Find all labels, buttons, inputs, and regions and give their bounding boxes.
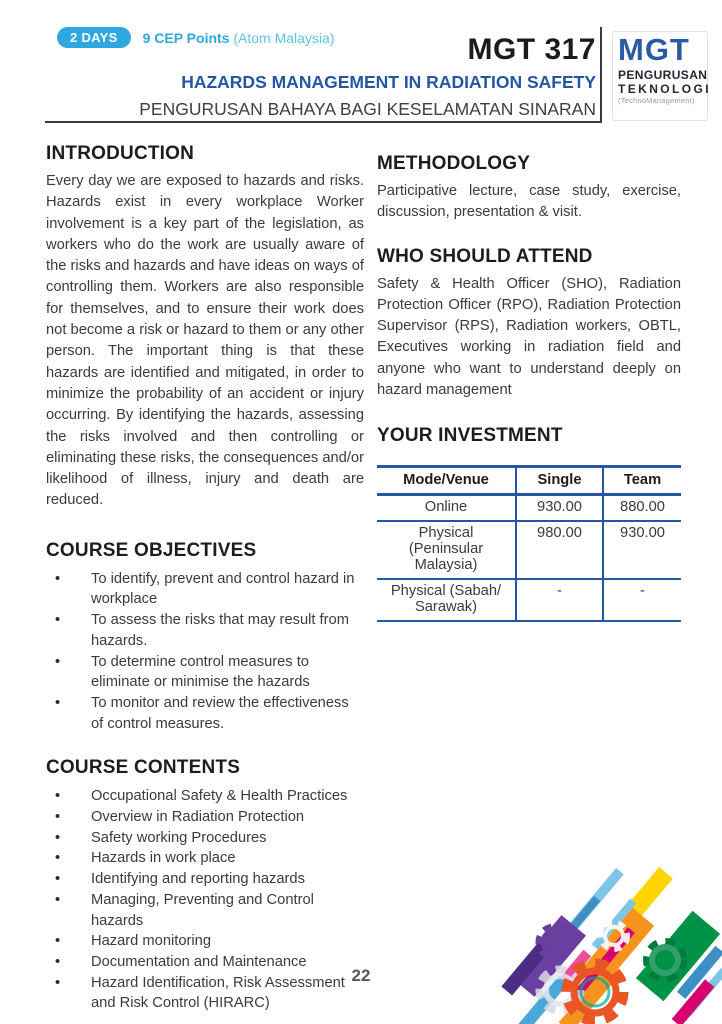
list-item — [46, 828, 364, 849]
methodology-heading: METHODOLOGY — [377, 153, 531, 174]
course-title-english: HAZARDS MANAGEMENT IN RADIATION SAFETY — [181, 72, 596, 92]
table-cell: 880.00 — [603, 495, 681, 522]
list-item-text: To identify, prevent and control hazard in workplace — [91, 570, 355, 608]
course-objectives-heading: COURSE OBJECTIVES — [46, 539, 257, 561]
course-objectives-list — [46, 569, 364, 735]
logo-acronym: MGT — [618, 32, 690, 67]
your-investment-heading: YOUR INVESTMENT — [377, 425, 563, 447]
list-item-text: To monitor and review the effectiveness of control measures. — [91, 694, 349, 732]
table-cell: 930.00 — [516, 495, 603, 522]
cep-points-org: (Atom Malaysia) — [233, 29, 335, 46]
bullet-icon: • — [55, 829, 61, 846]
bullet-icon: • — [55, 871, 61, 888]
list-item-text: Documentation and Maintenance — [91, 954, 307, 970]
who-should-attend-heading: WHO SHOULD ATTEND — [377, 245, 593, 267]
course-code: MGT 317 — [467, 33, 596, 66]
bullet-icon: • — [55, 954, 61, 970]
list-item-text: To assess the risks that may result from hazards. — [91, 612, 349, 649]
bullet-icon: • — [55, 850, 61, 867]
logo-word-teknologi: TEKNOLOGI — [618, 82, 711, 96]
list-item-text: Safety working Procedures — [91, 829, 267, 846]
table-row — [377, 495, 681, 522]
column-header-mode-venue: Mode/Venue — [403, 472, 489, 489]
header-vertical-divider — [600, 27, 602, 123]
table-cell: Physical (Peninsular Malaysia) — [408, 525, 484, 574]
bullet-icon: • — [55, 694, 61, 711]
methodology-body: Participative lecture, case study, exercise, discussion, presentation & visit. — [377, 183, 681, 221]
company-logo — [612, 31, 711, 121]
list-item-text: Overview in Radiation Protection — [91, 809, 305, 826]
list-item-text: To determine control measures to eliminate or minimise the hazards — [91, 653, 310, 691]
column-header-team: Team — [603, 467, 681, 495]
list-item — [46, 693, 364, 734]
introduction-heading: INTRODUCTION — [46, 143, 195, 164]
list-item — [46, 610, 364, 651]
header-titles — [45, 33, 596, 123]
column-header-single: Single — [516, 467, 603, 495]
table-cell: 930.00 — [603, 521, 681, 579]
table-cell: 980.00 — [516, 521, 603, 579]
bullet-icon: • — [55, 809, 61, 826]
duration-badge: 2 DAYS — [57, 27, 131, 48]
list-item — [46, 890, 364, 931]
list-item-text: Managing, Preventing and Control hazards — [91, 891, 314, 929]
right-column — [377, 152, 681, 622]
bullet-icon: • — [55, 891, 61, 908]
introduction-body: Every day we are exposed to hazards and risks. Hazards exist in every workplace Worker involvement is a key part of the legislation, as workers who do the work are usually aware of the risks and hazards and have ideas on ways of controlling them. Workers are also responsible for themselves, and to ensure their work does not become a risk or hazard to them or any other person. The important thing is that these hazards are identified and mitigated, in order to minimize the probability of an accident or injury occurring. By identifying the hazards, assessing the risks involved and then controlling or eliminating these risks, the consequences and/or likelihood of illness, injury and death are reduced. — [46, 173, 364, 509]
table-header-row — [377, 467, 681, 495]
logo-tagline: (TechnoManagement) — [618, 96, 695, 105]
bullet-icon: • — [55, 933, 61, 950]
bullet-icon: • — [55, 612, 61, 629]
table-row — [377, 579, 681, 621]
list-item — [46, 807, 364, 828]
list-item-text: Hazard Identification, Risk Assessment and Risk Control (HIRARC) — [91, 974, 345, 1012]
decorative-gears-graphic — [492, 850, 722, 1024]
bullet-icon: • — [55, 653, 61, 670]
table-cell: - — [603, 579, 681, 621]
bullet-icon: • — [55, 974, 61, 991]
list-item — [46, 848, 364, 869]
course-contents-heading: COURSE CONTENTS — [46, 757, 241, 779]
list-item-text: Hazard monitoring — [91, 933, 212, 950]
left-column — [46, 142, 364, 1014]
who-should-attend-body: Safety & Health Officer (SHO), Radiation Protection Officer (RPO), Radiation Protection Supervisor (RPS), Radiation workers, OBTL, Executives working in radiation field and anyone who want to understand deeply on hazard management — [377, 275, 681, 399]
list-item — [46, 869, 364, 890]
bullet-icon: • — [55, 788, 61, 805]
logo-word-pengurusan: PENGURUSAN — [618, 68, 708, 82]
list-item — [46, 931, 364, 952]
table-cell: Physical (Sabah/ Sarawak) — [390, 583, 502, 616]
course-title-malay: PENGURUSAN BAHAYA BAGI KESELAMATAN SINARAN — [139, 99, 596, 119]
bullet-icon: • — [55, 570, 61, 587]
table-cell: Online — [424, 499, 468, 516]
list-item-text: Identifying and reporting hazards — [91, 871, 305, 888]
page-number: 22 — [351, 966, 371, 985]
list-item-text: Occupational Safety & Health Practices — [91, 788, 348, 805]
list-item-text: Hazards in work place — [91, 850, 236, 867]
cep-points-value: 9 CEP Points — [142, 29, 230, 46]
table-cell: - — [516, 579, 603, 621]
list-item — [46, 652, 364, 693]
list-item — [46, 786, 364, 807]
list-item — [46, 569, 364, 610]
table-row — [377, 521, 681, 579]
investment-table — [377, 465, 681, 622]
header-horizontal-rule — [45, 121, 602, 123]
